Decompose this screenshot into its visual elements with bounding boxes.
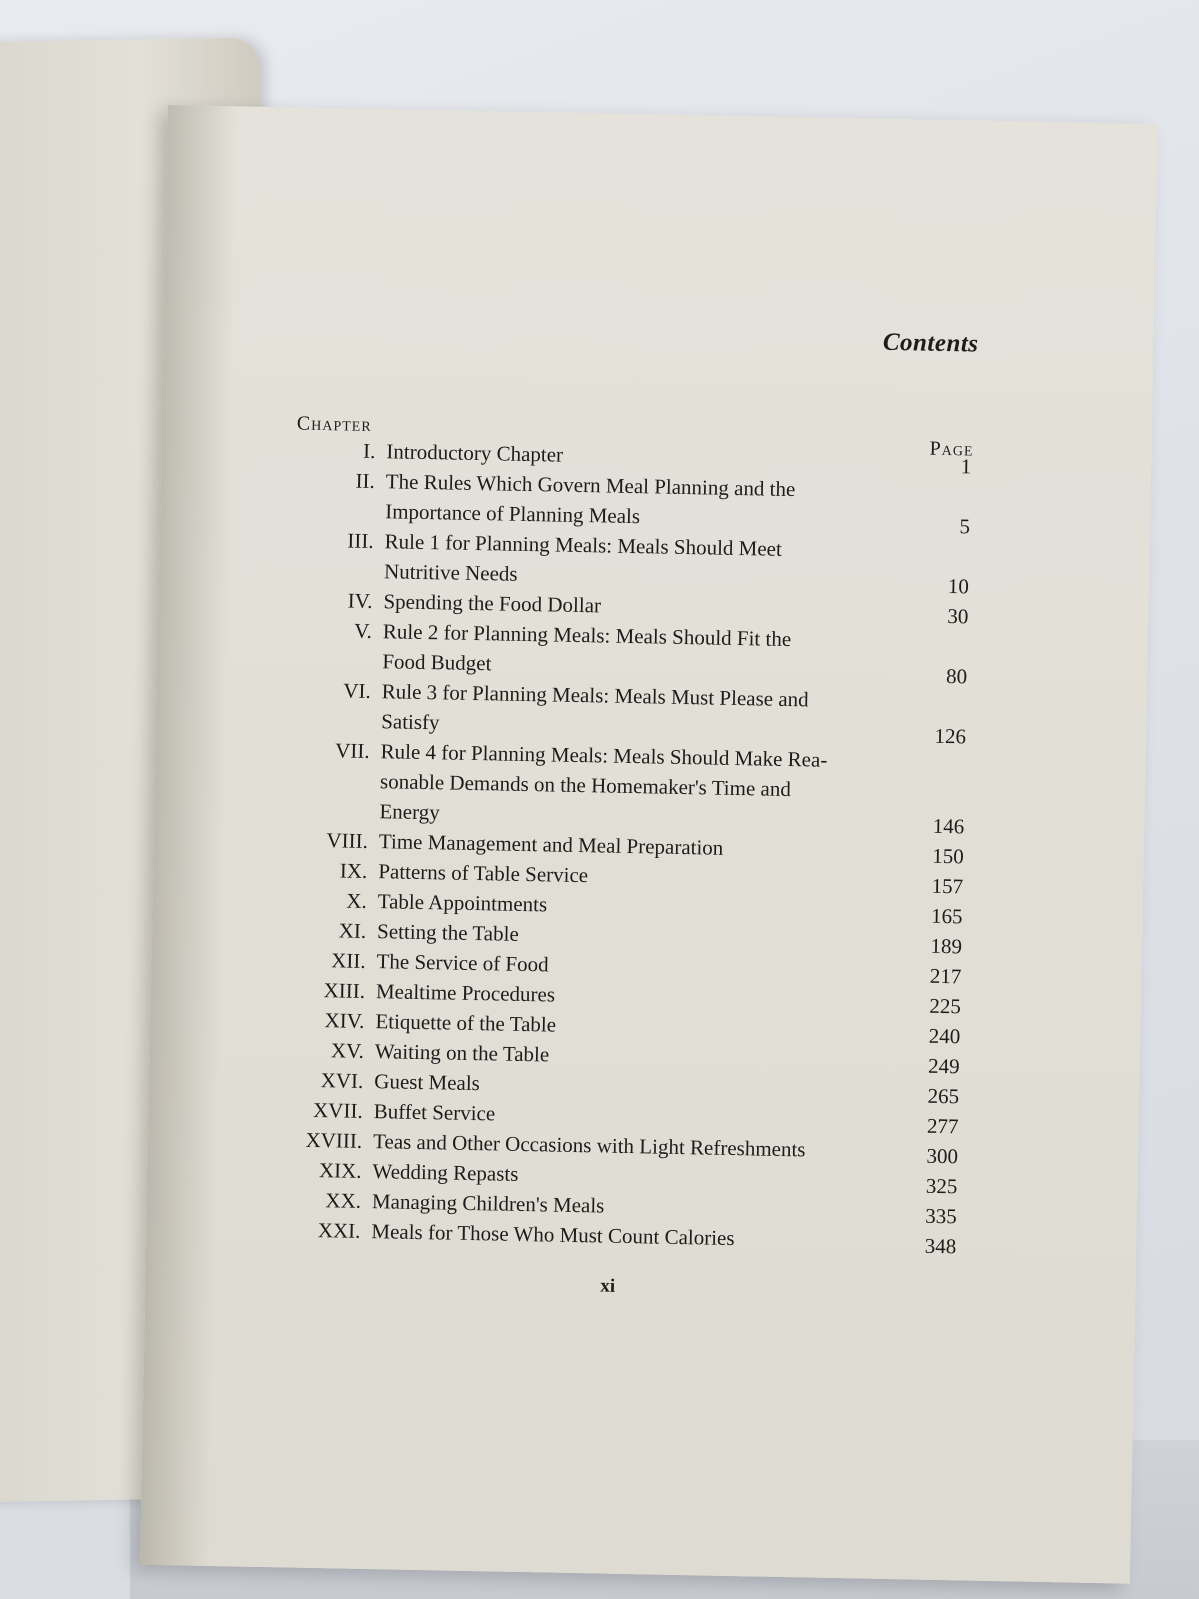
chapter-number: XVII.: [312, 1097, 363, 1123]
contents-list: [146, 435, 1151, 1264]
chapter-title: Spending the Food Dollar: [383, 589, 602, 618]
chapter-title: Mealtime Procedures: [375, 979, 556, 1007]
chapter-title: Introductory Chapter: [386, 439, 564, 467]
chapter-number: XXI.: [317, 1218, 361, 1243]
chapter-title: Meals for Those Who Must Count Calories: [371, 1219, 735, 1251]
chapter-title: Food Budget: [382, 649, 492, 676]
page-number: xi: [600, 1275, 616, 1297]
chapter-column-header: Chapter: [296, 412, 372, 436]
chapter-number: XII.: [330, 948, 366, 973]
chapter-page: 189: [930, 933, 963, 959]
chapter-page: 225: [929, 993, 962, 1019]
chapter-title: Guest Meals: [374, 1069, 481, 1096]
chapter-number: IX.: [339, 858, 368, 883]
chapter-number: XV.: [330, 1038, 365, 1063]
chapter-page: 165: [930, 903, 963, 929]
chapter-number: XVIII.: [305, 1127, 363, 1153]
chapter-number: XVI.: [320, 1068, 364, 1093]
chapter-title: Rule 3 for Planning Meals: Meals Must Please and: [381, 679, 809, 712]
chapter-page: 30: [947, 604, 969, 629]
chapter-page: 240: [928, 1023, 961, 1049]
chapter-page: 335: [925, 1203, 958, 1229]
chapter-title: Etiquette of the Table: [375, 1009, 557, 1037]
chapter-page: 80: [945, 664, 968, 689]
chapter-title: The Service of Food: [376, 949, 549, 977]
chapter-page: 300: [926, 1143, 959, 1169]
chapter-number: VII.: [335, 738, 370, 763]
chapter-page: 150: [931, 843, 964, 869]
chapter-title: sonable Demands on the Homemaker's Time and: [379, 769, 792, 802]
chapter-number: VI.: [343, 678, 372, 703]
page-column-header: Page: [929, 437, 974, 461]
chapter-page: 146: [932, 813, 965, 839]
chapter-number: X.: [346, 888, 367, 913]
chapter-title: Time Management and Meal Preparation: [378, 829, 724, 860]
chapter-page: 325: [925, 1173, 958, 1199]
chapter-title: Teas and Other Occasions with Light Refreshments: [372, 1129, 806, 1162]
chapter-title: Table Appointments: [377, 889, 548, 917]
chapter-title: Managing Children's Meals: [371, 1189, 605, 1218]
chapter-title: Energy: [379, 799, 440, 825]
chapter-number: VIII.: [326, 828, 369, 853]
chapter-page: 217: [929, 963, 962, 989]
chapter-title: Waiting on the Table: [374, 1039, 550, 1067]
chapter-number: V.: [353, 618, 373, 644]
book-page: [140, 105, 1158, 1584]
chapter-title: Importance of Planning Meals: [385, 499, 641, 529]
chapter-title: Nutritive Needs: [383, 559, 518, 586]
chapter-title: Satisfy: [380, 709, 440, 735]
chapter-number: II.: [355, 468, 376, 494]
chapter-number: I.: [362, 438, 376, 464]
chapter-number: XIV.: [324, 1008, 365, 1033]
chapter-number: XIX.: [318, 1158, 362, 1183]
chapter-page: 249: [927, 1053, 960, 1079]
chapter-page: 157: [931, 873, 964, 899]
chapter-page: 348: [924, 1233, 957, 1259]
chapter-number: XIII.: [323, 978, 366, 1003]
chapter-title: Setting the Table: [376, 919, 520, 946]
chapter-title: Rule 2 for Planning Meals: Meals Should Fit the: [382, 619, 792, 652]
contents-page: [140, 105, 1158, 1584]
chapter-title: Wedding Repasts: [372, 1159, 519, 1186]
chapter-title: The Rules Which Govern Meal Planning and the: [385, 469, 796, 502]
chapter-title: Patterns of Table Service: [378, 859, 589, 888]
chapter-title: Rule 4 for Planning Meals: Meals Should Make Rea-: [380, 739, 828, 772]
page-title: Contents: [882, 328, 979, 358]
chapter-title: Buffet Service: [373, 1099, 496, 1126]
chapter-number: XI.: [338, 918, 367, 943]
chapter-title: Rule 1 for Planning Meals: Meals Should Meet: [384, 529, 783, 561]
chapter-page: 1: [960, 454, 972, 479]
chapter-number: IV.: [347, 588, 373, 614]
chapter-page: 277: [926, 1113, 959, 1139]
chapter-number: XX.: [325, 1188, 362, 1213]
chapter-page: 5: [959, 514, 971, 539]
chapter-page: 265: [927, 1083, 960, 1109]
chapter-number: III.: [347, 528, 374, 554]
chapter-page: 10: [947, 574, 970, 599]
chapter-page: 126: [934, 723, 967, 749]
